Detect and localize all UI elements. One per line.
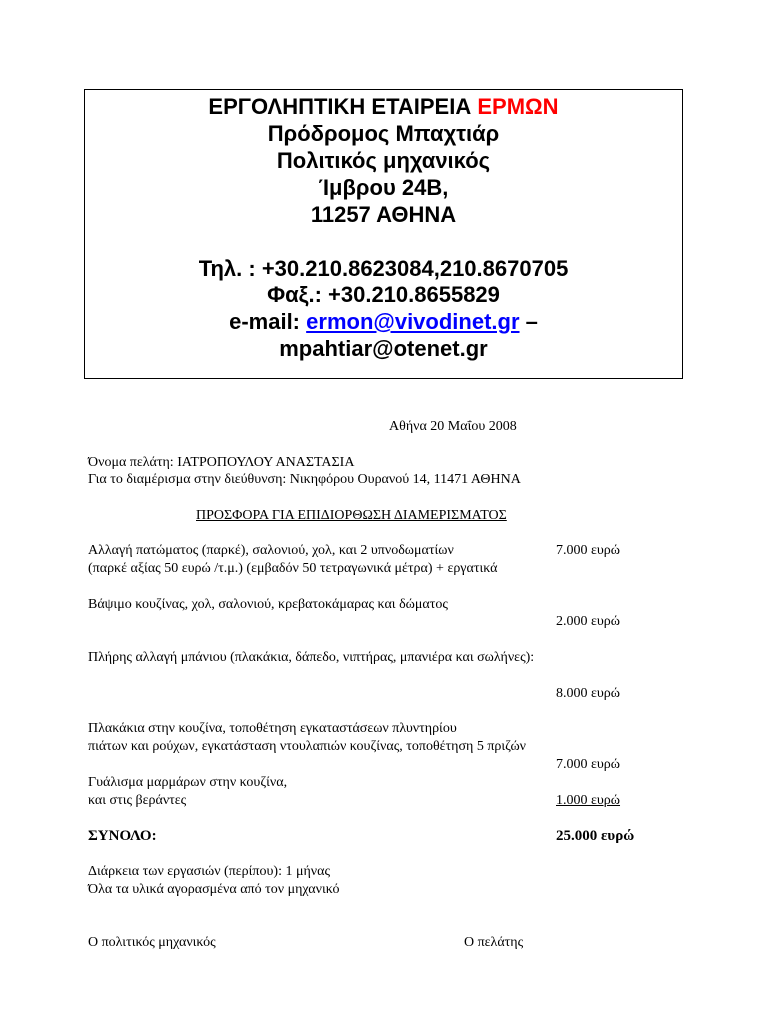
item-1-price: 7.000 ευρώ: [556, 543, 621, 558]
total-label: ΣΥΝΟΛΟ:: [88, 828, 157, 844]
item-1-line-1: Αλλαγή πατώματος (παρκέ), σαλονιού, χολ, και 2 υπνοδωματίων: [88, 543, 454, 558]
email-separator: –: [525, 309, 538, 334]
item-2-price: 2.000 ευρώ: [556, 614, 621, 629]
item-5-price: 1.000 ευρώ: [556, 793, 621, 808]
email-link-primary[interactable]: ermon@vivodinet.gr: [306, 309, 520, 334]
company-street: Ίμβρου 24Β,: [318, 175, 449, 200]
item-5-line-2: και στις βεράντες: [88, 793, 187, 808]
company-email-line: [85, 308, 682, 335]
item-5-line-1: Γυάλισμα μαρμάρων στην κουζίνα,: [88, 775, 288, 790]
client-address: Για το διαμέρισμα στην διεύθυνση: Νικηφόρου Ουρανού 14, 11471 ΑΘΗΝΑ: [88, 472, 521, 487]
engineer-name: Πρόδρομος Μπαχτιάρ: [267, 121, 500, 146]
engineer-title: Πολιτικός μηχανικός: [276, 148, 491, 173]
company-fax: Φαξ.: +30.210.8655829: [267, 282, 500, 307]
item-4-line-1: Πλακάκια στην κουζίνα, τοποθέτηση εγκαταστάσεων πλυντηρίου: [88, 721, 457, 736]
client-name: Όνομα πελάτη: ΙΑΤΡΟΠΟΥΛΟΥ ΑΝΑΣΤΑΣΙΑ: [88, 455, 355, 470]
company-name-line: [85, 93, 682, 120]
total-value: 25.000 ευρώ: [556, 828, 635, 844]
company-phone: Τηλ. : +30.210.8623084,210.8670705: [198, 256, 569, 281]
engineer-signature-label: Ο πολιτικός μηχανικός: [88, 935, 216, 950]
item-2-line-1: Βάψιμο κουζίνας, χολ, σαλονιού, κρεβατοκάμαρας και δώματος: [88, 597, 448, 612]
document-date: Αθήνα 20 Μαΐου 2008: [389, 419, 517, 434]
item-3-line-1: Πλήρης αλλαγή μπάνιου (πλακάκια, δάπεδο, νιπτήρας, μπανιέρα και σωλήνες):: [88, 650, 535, 665]
company-name-highlight: ΕΡΜΩΝ: [477, 94, 559, 119]
item-4-line-2: πιάτων και ρούχων, εγκατάσταση ντουλαπιών κουζίνας, τοποθέτηση 5 πριζών: [88, 739, 527, 754]
company-city: 11257 ΑΘΗΝΑ: [310, 202, 457, 227]
item-4-price: 7.000 ευρώ: [556, 757, 621, 772]
offer-title: ΠΡΟΣΦΟΡΑ ΓΙΑ ΕΠΙΔΙΟΡΘΩΣΗ ΔΙΑΜΕΡΙΣΜΑΤΟΣ: [196, 508, 507, 523]
materials-note: Όλα τα υλικά αγορασμένα από τον μηχανικό: [88, 882, 340, 897]
item-1-line-2: (παρκέ αξίας 50 ευρώ /τ.μ.) (εμβαδόν 50 τετραγωνικά μέτρα) + εργατικά: [88, 561, 498, 576]
duration-note: Διάρκεια των εργασιών (περίπου): 1 μήνας: [88, 864, 330, 879]
email-label: e-mail:: [229, 309, 301, 334]
item-3-price: 8.000 ευρώ: [556, 686, 621, 701]
email-secondary: mpahtiar@otenet.gr: [279, 336, 488, 361]
company-name-prefix: ΕΡΓΟΛΗΠΤΙΚΗ ΕΤΑΙΡΕΙΑ: [208, 94, 472, 119]
company-letterhead: [84, 89, 683, 379]
client-signature-label: Ο πελάτης: [464, 935, 524, 950]
